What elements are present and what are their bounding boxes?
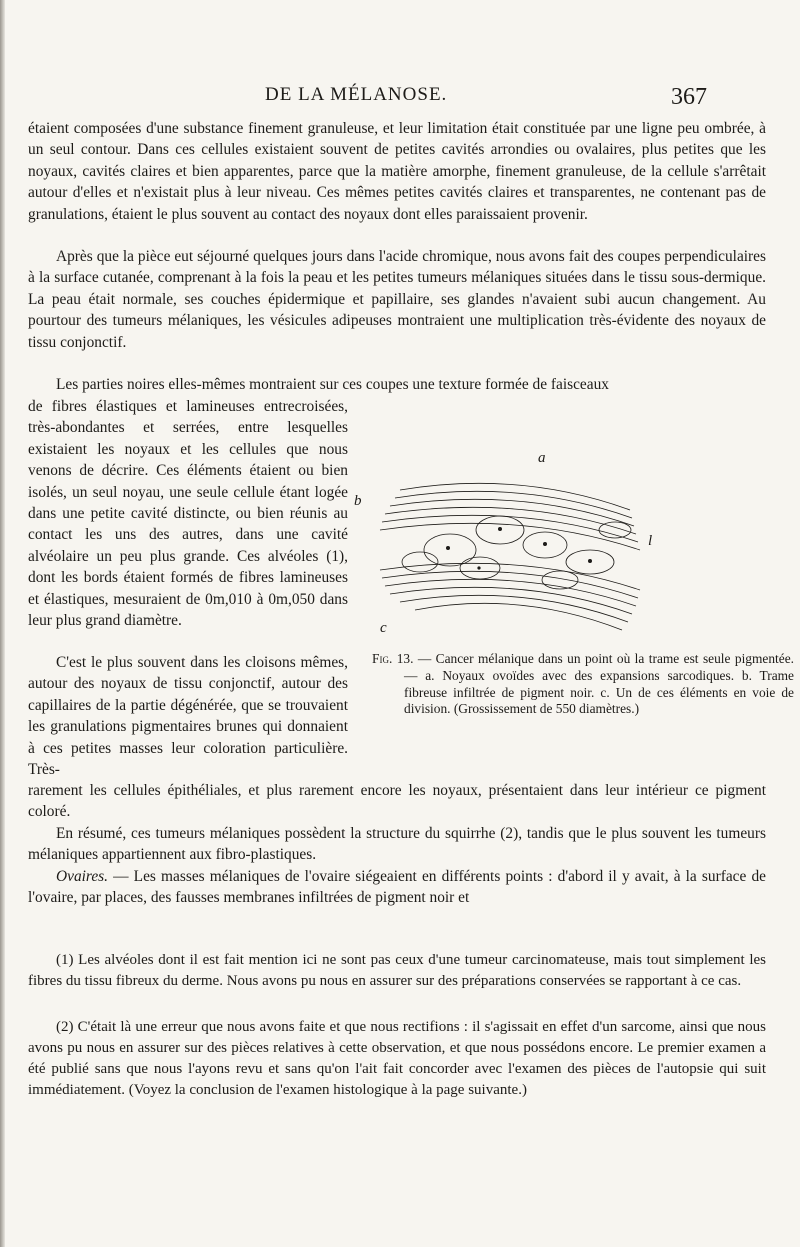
label-b: b xyxy=(354,493,362,509)
section-lead-ovaires: Ovaires. xyxy=(56,868,109,885)
figure-histology xyxy=(354,450,660,650)
paragraph-pigment-granules: C'est le plus souvent dans les cloisons mêmes, autour des noyaux de tissu conjonctif, autour des capillaires de la partie dégénérée, que se trouvaient les granulations pigmentaires brunes qui donnaient à ces petites masses leur coloration particulière. Très- xyxy=(28,654,348,779)
page-binding-edge xyxy=(0,0,5,1247)
label-c: c xyxy=(380,620,387,636)
caption-figure-number: Fig. 13. xyxy=(372,651,414,666)
ovaries-text: — Les masses mélaniques de l'ovaire siégeaient en différents points : d'abord il y avait, à la surface de l'ovaire, par places, des fausses membranes infiltrées de pigment noir et xyxy=(28,868,766,907)
footnote-2: (2) C'était là une erreur que nous avons faite et que nous rectifions : il s'agissait en effet d'un sarcome, ainsi que nous avons pu nous en assurer sur des pièces relatives à cette observation, et que nous possédons encore. Le premier examen a été publié sans que nous l'ayons revu et sans qu'on l'ait fait concorder avec l'examen des pièces de l'autopsie qui suit immédiatement. (Voyez la conclusion de l'examen histologique à la page suivante.) xyxy=(28,1019,766,1098)
figure-caption xyxy=(372,651,794,718)
paragraph-chromic-acid: Après que la pièce eut séjourné quelques jours dans l'acide chromique, nous avons fait des coupes perpendiculaires à la surface cutanée, comprenant à la fois la peau et les petites tumeurs mélaniques situées dans le tissu sous-dermique. La peau était normale, ses couches épidermique et papillaire, ses glandes n'avaient subi aucun changement. Au pourtour des tumeurs mélaniques, les vésicules adipeuses montraient une multiplication très-évidente des noyaux de tissu conjonctif. xyxy=(28,248,766,351)
running-title: DE LA MÉLANOSE. xyxy=(265,84,448,105)
histology-engraving xyxy=(360,450,660,650)
paragraph-cell-description: étaient composées d'une substance finement granuleuse, et leur limitation était constituée par une ligne peu ombrée, à un seul contour. Dans ces cellules existaient souvent de petites cavités arrondies ou ovalaires, plus petites que les noyaux, cavités claires et bien apparentes, parce que la matière amorphe, finement granuleuse, de la cellule s'arrêtait autour d'elles et n'existait plus à leur niveau. Ces mêmes petites cavités claires et transparentes, ne contenant pas de granulations, étaient le plus souvent au contact des noyaux dont elles paraissaient provenir. xyxy=(28,120,766,223)
page-number: 367 xyxy=(671,84,707,110)
paragraph-pigment-continued: rarement les cellules épithéliales, et plus rarement encore les noyaux, présentaient dans leur intérieur ce pigment coloré. xyxy=(28,782,766,821)
label-l: l xyxy=(648,533,653,549)
label-a: a xyxy=(538,450,546,466)
paragraph-ovaries xyxy=(28,866,766,909)
footnote-1: (1) Les alvéoles dont il est fait mention ici ne sont pas ceux d'une tumeur carcinomateuse, mais tout simplement les fibres du tissu fibreux du derme. Nous avons pu nous en assurer sur des préparations conservées se rapportant à ce cas. xyxy=(28,952,766,989)
caption-text: — Cancer mélanique dans un point où la trame est seule pigmentée. — a. Noyaux ovoïdes avec des expansions sarcodiques. b. Trame fibreuse infiltrée de pigment noir. c. Un de ces éléments en voie de division. (Grossissement de 550 diamètres.) xyxy=(404,651,794,717)
page-header xyxy=(0,84,800,110)
paragraph-black-parts-first-line: Les parties noires elles-mêmes montraient sur ces coupes une texture formée de faisceaux xyxy=(56,376,609,393)
paragraph-summary: En résumé, ces tumeurs mélaniques possèdent la structure du squirrhe (2), tandis que le plus souvent les tumeurs mélaniques appartiennent aux fibro-plastiques. xyxy=(28,825,766,864)
paragraph-fibres: de fibres élastiques et lamineuses entrecroisées, très-abondantes et serrées, entre lesquelles existaient les noyaux et les cellules que nous venons de décrire. Ces éléments étaient ou bien isolés, un seul noyau, une seule cellule étant logée dans une petite cavité distincte, ou bien réunis au contact les uns des autres, dans une cavité alvéolaire un peu plus grande. Ces alvéoles (1), dont les bords étaient formés de fibres lamineuses et élastiques, mesuraient de 0m,010 à 0m,050 dans leur plus grand diamètre. xyxy=(28,398,348,630)
